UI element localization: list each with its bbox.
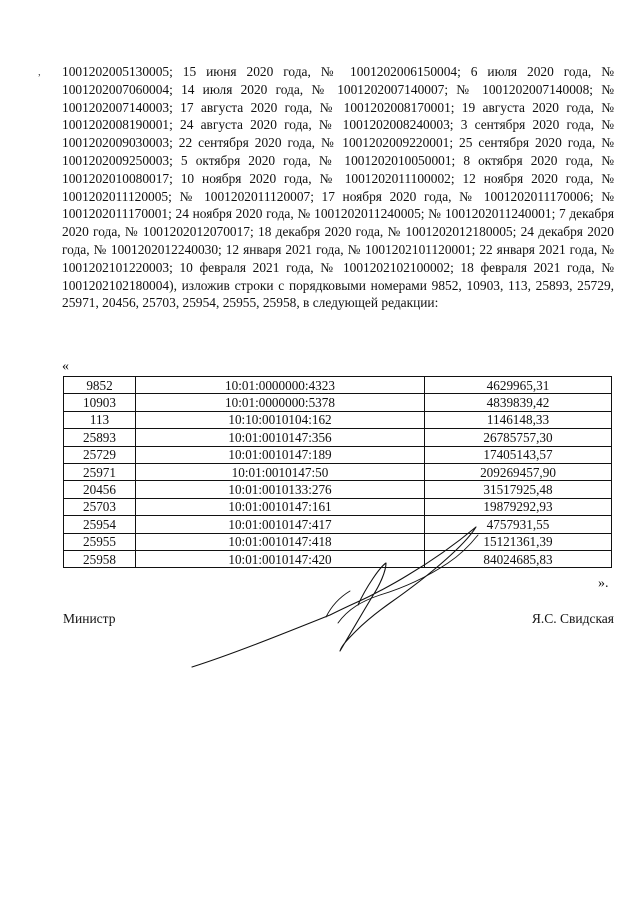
cadastral-value: 4629965,31 bbox=[425, 377, 612, 394]
quote-open: « bbox=[62, 359, 69, 374]
row-number: 10903 bbox=[64, 394, 136, 411]
row-number: 25971 bbox=[64, 463, 136, 480]
cadastral-value: 15121361,39 bbox=[425, 533, 612, 550]
table-row bbox=[64, 463, 612, 480]
table-row bbox=[64, 411, 612, 428]
row-number: 25893 bbox=[64, 429, 136, 446]
handwritten-signature-icon bbox=[190, 505, 490, 675]
cadastral-number: 10:01:0010133:276 bbox=[136, 481, 425, 498]
cadastral-number: 10:01:0010147:161 bbox=[136, 498, 425, 515]
cadastral-number: 10:01:0010147:418 bbox=[136, 533, 425, 550]
cadastral-value: 17405143,57 bbox=[425, 446, 612, 463]
cadastral-number: 10:10:0010104:162 bbox=[136, 411, 425, 428]
cadastral-number: 10:01:0010147:420 bbox=[136, 550, 425, 567]
cadastral-value: 4839839,42 bbox=[425, 394, 612, 411]
cadastral-value: 84024685,83 bbox=[425, 550, 612, 567]
row-number: 25958 bbox=[64, 550, 136, 567]
row-number: 25703 bbox=[64, 498, 136, 515]
signatory-name: Я.С. Свидская bbox=[531, 611, 614, 626]
body-paragraph: 1001202005130005; 15 июня 2020 года, № 1001202006150004; 6 июля 2020 года, № 1001202007060004; 14 июля 2020 года, № 1001202007140007; № 1001202007140008; № 1001202007140003; 17 августа 2020 года, № 1001202008170001; 19 августа 2020 года, № 1001202008190001; 24 августа 2020 года, № 1001202008240003; 3 сентября 2020 года, № 1001202009030003; 22 сентября 2020 года, № 1001202009220001; 25 сентября 2020 года, № 1001202009250003; 5 октября 2020 года, № 1001202010050001; 8 октября 2020 года, № 1001202010080017; 10 ноября 2020 года, № 1001202011100002; 12 ноября 2020 года, № 1001202011120005; № 1001202011120007; 17 ноября 2020 года, № 1001202011170006; № 1001202011170001; 24 ноября 2020 года, № 1001202011240005; № 1001202011240001; 7 декабря 2020 года, № 1001202012070017; 18 декабря 2020 года, № 1001202012180005; 24 декабря 2020 года, № 1001202012240030; 12 января 2021 года, № 1001202101120001; 22 января 2021 года, № 1001202101220003; 10 февраля 2021 года, № 1001202102100002; 18 февраля 2021 года, № 1001202102180004), изложив строки с порядковыми номерами 9852, 10903, 113, 25893, 25729, 25971, 20456, 25703, 25954, 25955, 25958, в следующей редакции: bbox=[62, 64, 614, 311]
table-row bbox=[64, 446, 612, 463]
table-row bbox=[64, 394, 612, 411]
row-number: 25955 bbox=[64, 533, 136, 550]
cadastral-number: 10:01:0010147:50 bbox=[136, 463, 425, 480]
table-row bbox=[64, 377, 612, 394]
table-row bbox=[64, 429, 612, 446]
cadastral-number: 10:01:0010147:356 bbox=[136, 429, 425, 446]
table-row bbox=[64, 481, 612, 498]
cadastral-value: 19879292,93 bbox=[425, 498, 612, 515]
cadastral-value: 31517925,48 bbox=[425, 481, 612, 498]
cadastral-value: 26785757,30 bbox=[425, 429, 612, 446]
cadastral-value: 1146148,33 bbox=[425, 411, 612, 428]
cadastral-value: 209269457,90 bbox=[425, 463, 612, 480]
signatory-position: Министр bbox=[63, 611, 116, 626]
cadastral-value: 4757931,55 bbox=[425, 516, 612, 533]
cadastral-number: 10:01:0000000:5378 bbox=[136, 394, 425, 411]
cadastral-number: 10:01:0010147:189 bbox=[136, 446, 425, 463]
quote-close: ». bbox=[598, 576, 609, 591]
margin-mark: , bbox=[38, 66, 41, 78]
cadastral-number: 10:01:0000000:4323 bbox=[136, 377, 425, 394]
row-number: 113 bbox=[64, 411, 136, 428]
row-number: 9852 bbox=[64, 377, 136, 394]
cadastral-number: 10:01:0010147:417 bbox=[136, 516, 425, 533]
row-number: 25954 bbox=[64, 516, 136, 533]
row-number: 20456 bbox=[64, 481, 136, 498]
row-number: 25729 bbox=[64, 446, 136, 463]
